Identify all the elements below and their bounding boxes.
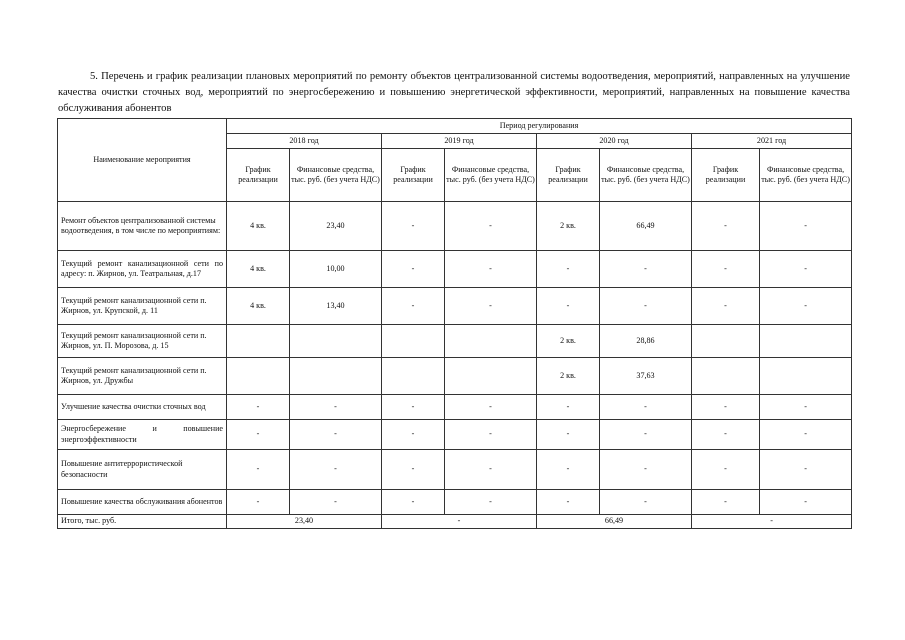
schedule-cell: -	[537, 420, 600, 450]
event-name: Текущий ремонт канализационной сети п. Жирнов, ул. Крупской, д. 11	[58, 288, 227, 325]
section-heading: 5. Перечень и график реализации плановых мероприятий по ремонту объектов централизованной системы водоотведения, мероприятий, направленных на улучшение качества очистки сточных вод, мероприятий по энергосбережению и повышению энергетической эффективности, мероприятий, направленных на повышение качества обслуживания абонентов	[58, 71, 850, 114]
event-name: Энергосбережение и повышение энергоэффективности	[58, 420, 227, 450]
schedule-cell	[382, 325, 445, 358]
finance-cell: -	[445, 420, 537, 450]
schedule-cell: -	[382, 420, 445, 450]
event-name: Повышение антитеррористической безопасности	[58, 450, 227, 490]
event-name: Ремонт объектов централизованной системы водоотведения, в том числе по мероприятиям:	[58, 202, 227, 251]
schedule-cell: -	[692, 420, 760, 450]
header-year: 2018 год	[227, 134, 382, 149]
finance-cell: 13,40	[290, 288, 382, 325]
table-row	[58, 251, 852, 288]
finance-cell: -	[600, 450, 692, 490]
finance-cell: -	[445, 288, 537, 325]
finance-cell: -	[600, 251, 692, 288]
schedule-cell: -	[382, 450, 445, 490]
total-value: 66,49	[537, 515, 692, 529]
finance-cell: -	[600, 288, 692, 325]
finance-cell: -	[290, 420, 382, 450]
schedule-cell: 2 кв.	[537, 358, 600, 395]
finance-cell: -	[760, 395, 852, 420]
schedule-cell: -	[537, 251, 600, 288]
table-row	[58, 202, 852, 251]
schedule-cell: -	[537, 288, 600, 325]
schedule-cell: -	[227, 420, 290, 450]
schedule-table	[57, 118, 852, 529]
finance-cell: -	[445, 490, 537, 515]
total-value: 23,40	[227, 515, 382, 529]
finance-cell: -	[600, 420, 692, 450]
finance-cell: -	[760, 251, 852, 288]
table-row	[58, 395, 852, 420]
schedule-cell: -	[537, 490, 600, 515]
event-name: Повышение качества обслуживания абонентов	[58, 490, 227, 515]
table-row	[58, 450, 852, 490]
finance-cell: -	[600, 395, 692, 420]
finance-cell: -	[290, 490, 382, 515]
finance-cell	[760, 325, 852, 358]
finance-cell: 23,40	[290, 202, 382, 251]
schedule-cell: -	[537, 395, 600, 420]
schedule-cell: -	[227, 450, 290, 490]
schedule-cell: 2 кв.	[537, 325, 600, 358]
schedule-cell: -	[692, 202, 760, 251]
header-year: 2019 год	[382, 134, 537, 149]
finance-cell: -	[600, 490, 692, 515]
schedule-cell	[227, 325, 290, 358]
finance-cell: 10,00	[290, 251, 382, 288]
table-row	[58, 420, 852, 450]
total-row	[58, 515, 852, 529]
finance-cell: 37,63	[600, 358, 692, 395]
header-finance: Финансовые средства, тыс. руб. (без учета НДС)	[600, 149, 692, 202]
schedule-cell: -	[382, 251, 445, 288]
event-name: Текущий ремонт канализационной сети по адресу: п. Жирнов, ул. Театральная, д.17	[58, 251, 227, 288]
schedule-cell	[227, 358, 290, 395]
header-year: 2021 год	[692, 134, 852, 149]
finance-cell	[290, 325, 382, 358]
finance-cell	[290, 358, 382, 395]
schedule-cell: -	[692, 288, 760, 325]
table-row	[58, 358, 852, 395]
schedule-cell: 2 кв.	[537, 202, 600, 251]
table-row	[58, 325, 852, 358]
event-name: Текущий ремонт канализационной сети п. Жирнов, ул. П. Морозова, д. 15	[58, 325, 227, 358]
total-label: Итого, тыс. руб.	[58, 515, 227, 529]
finance-cell: -	[445, 202, 537, 251]
finance-cell: 28,86	[600, 325, 692, 358]
total-value: -	[692, 515, 852, 529]
finance-cell: -	[760, 450, 852, 490]
header-period: Период регулирования	[227, 119, 852, 134]
schedule-cell: -	[692, 450, 760, 490]
header-schedule: График реализации	[382, 149, 445, 202]
finance-cell: -	[290, 450, 382, 490]
header-finance: Финансовые средства, тыс. руб. (без учета НДС)	[760, 149, 852, 202]
table-row	[58, 288, 852, 325]
header-schedule: График реализации	[227, 149, 290, 202]
finance-cell: -	[760, 288, 852, 325]
finance-cell: -	[290, 395, 382, 420]
header-event-name: Наименование мероприятия	[58, 119, 227, 202]
schedule-cell: -	[227, 395, 290, 420]
header-finance: Финансовые средства, тыс. руб. (без учета НДС)	[290, 149, 382, 202]
header-schedule: График реализации	[537, 149, 600, 202]
header-finance: Финансовые средства, тыс. руб. (без учета НДС)	[445, 149, 537, 202]
schedule-cell: -	[692, 395, 760, 420]
schedule-cell	[692, 325, 760, 358]
finance-cell: -	[445, 395, 537, 420]
schedule-cell: 4 кв.	[227, 251, 290, 288]
finance-cell	[760, 358, 852, 395]
schedule-cell: -	[382, 288, 445, 325]
schedule-cell: -	[382, 490, 445, 515]
schedule-cell: -	[692, 490, 760, 515]
finance-cell	[445, 325, 537, 358]
schedule-cell: 4 кв.	[227, 202, 290, 251]
finance-cell: -	[760, 202, 852, 251]
event-name: Текущий ремонт канализационной сети п. Жирнов, ул. Дружбы	[58, 358, 227, 395]
finance-cell: -	[760, 490, 852, 515]
finance-cell: -	[445, 251, 537, 288]
schedule-cell: -	[382, 202, 445, 251]
schedule-cell: -	[382, 395, 445, 420]
finance-cell: 66,49	[600, 202, 692, 251]
schedule-cell: -	[692, 251, 760, 288]
schedule-cell	[382, 358, 445, 395]
event-name: Улучшение качества очистки сточных вод	[58, 395, 227, 420]
finance-cell: -	[760, 420, 852, 450]
total-value: -	[382, 515, 537, 529]
schedule-cell: -	[537, 450, 600, 490]
schedule-cell	[692, 358, 760, 395]
finance-cell: -	[445, 450, 537, 490]
header-schedule: График реализации	[692, 149, 760, 202]
finance-cell	[445, 358, 537, 395]
header-year: 2020 год	[537, 134, 692, 149]
schedule-cell: -	[227, 490, 290, 515]
table-row	[58, 490, 852, 515]
schedule-cell: 4 кв.	[227, 288, 290, 325]
